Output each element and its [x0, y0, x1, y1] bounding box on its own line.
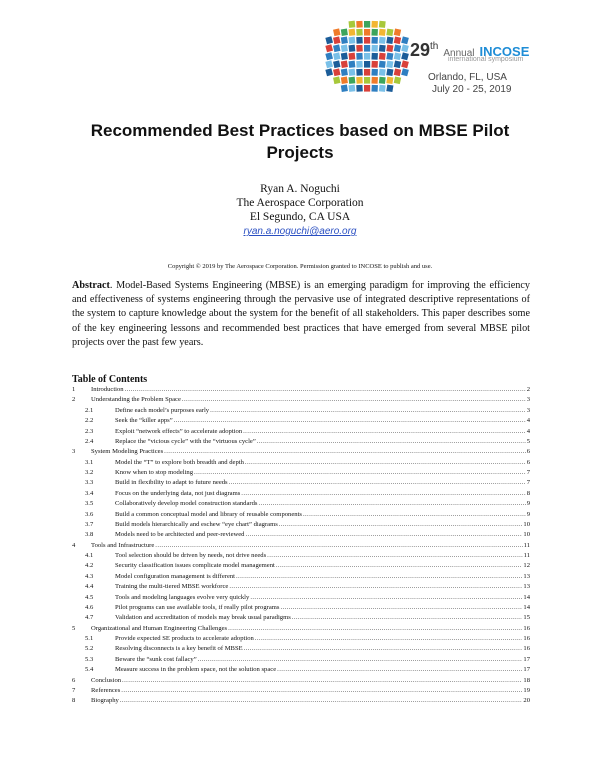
toc-entry-label: Biography — [91, 696, 120, 706]
toc-entry-page: 11 — [523, 552, 530, 559]
logo-tile — [379, 69, 386, 76]
abstract-label: Abstract — [72, 280, 110, 291]
toc-entry[interactable] — [72, 686, 530, 696]
toc-entry[interactable] — [72, 447, 530, 457]
logo-tile — [386, 77, 393, 84]
toc-entry-label: Build models hierarchically and eschew “eye chart” diagrams — [115, 520, 279, 530]
toc-entry[interactable] — [72, 696, 530, 706]
logo-tile — [364, 85, 370, 92]
toc-entry[interactable] — [72, 427, 530, 437]
logo-tile — [364, 69, 370, 76]
toc-leader-dots — [210, 406, 526, 416]
logo-tile — [325, 68, 333, 76]
logo-tile — [364, 21, 370, 28]
toc-entry-label: Exploit “network effects” to accelerate adoption — [115, 427, 243, 437]
toc-leader-dots — [292, 613, 523, 623]
toc-entry-label: Conclusion — [91, 676, 122, 686]
logo-tile — [356, 53, 363, 60]
logo-tile — [333, 28, 340, 36]
toc-entry[interactable] — [72, 478, 530, 488]
logo-tile — [386, 29, 393, 36]
toc-entry-number: 7 — [72, 686, 76, 694]
toc-entry[interactable] — [72, 416, 530, 426]
toc-leader-dots — [174, 416, 526, 426]
logo-tile — [364, 53, 370, 60]
logo-tile — [356, 21, 363, 28]
toc-leader-dots — [280, 603, 522, 613]
toc-leader-dots — [164, 447, 526, 457]
toc-entry-number: 5.4 — [85, 666, 94, 674]
logo-tile — [371, 45, 378, 52]
toc-entry[interactable] — [72, 676, 530, 686]
logo-tile — [325, 52, 333, 60]
logo-tile — [386, 61, 393, 68]
logo-tile — [325, 44, 333, 52]
toc-leader-dots — [121, 686, 522, 696]
logo-tile — [341, 45, 348, 52]
logo-tile — [349, 21, 356, 28]
toc-entry-number: 4.7 — [85, 614, 94, 622]
toc-entry-page: 4 — [526, 417, 530, 425]
toc-entry-number: 3.3 — [85, 479, 94, 487]
toc-entry-number: 3.1 — [85, 458, 94, 466]
toc-leader-dots — [120, 696, 523, 706]
toc-entry-label: Models need to be architected and peer-reviewed — [115, 530, 245, 540]
conference-ordinal: th — [430, 41, 439, 52]
logo-tile — [371, 77, 378, 84]
logo-tile — [356, 69, 363, 76]
logo-tile — [371, 29, 378, 36]
toc-entry-page: 4 — [526, 427, 530, 435]
logo-tile — [371, 69, 378, 76]
toc-entry-number: 3.7 — [85, 520, 94, 528]
toc-leader-dots — [194, 468, 526, 478]
conference-dates: July 20 - 25, 2019 — [432, 84, 512, 95]
toc-entry-label: Validation and accreditation of models may break usual paradigms — [115, 613, 292, 623]
toc-leader-dots — [236, 572, 522, 582]
author-name: Ryan A. Noguchi — [260, 183, 340, 195]
toc-entry-number: 5 — [72, 624, 76, 632]
toc-entry-label: Understanding the Problem Space — [91, 395, 182, 405]
logo-tile — [364, 45, 370, 52]
logo-tile — [394, 52, 401, 60]
toc-entry-label: Tools and modeling languages evolve very quickly — [115, 593, 250, 603]
toc-entry-label: Model the “T” to explore both breadth and depth — [115, 458, 245, 468]
toc-entry-label: Focus on the underlying data, not just diagrams — [115, 489, 241, 499]
logo-tile — [386, 37, 393, 44]
toc-entry-page: 11 — [523, 541, 530, 549]
toc-leader-dots — [229, 478, 526, 488]
toc-entry-number: 5.2 — [85, 645, 94, 653]
toc-entry[interactable] — [72, 520, 530, 530]
toc-entry-label: Build in flexibility to adapt to future needs — [115, 478, 229, 488]
toc-entry[interactable] — [72, 395, 530, 405]
logo-tile — [349, 69, 356, 76]
toc-entry-number: 2.3 — [85, 427, 94, 435]
toc-leader-dots — [255, 634, 523, 644]
logo-tile — [364, 61, 370, 68]
logo-tile — [401, 44, 409, 52]
logo-tile — [333, 44, 340, 52]
toc-entry[interactable] — [72, 634, 530, 644]
logo-tile — [349, 53, 356, 60]
toc-entry[interactable] — [72, 551, 530, 561]
toc-entry-page: 19 — [523, 686, 530, 694]
toc-entry-label: Resolving disconnects is a key benefit of MBSE — [115, 644, 244, 654]
toc-leader-dots — [241, 489, 525, 499]
logo-tile — [379, 77, 386, 84]
toc-entry-page: 13 — [523, 572, 530, 580]
toc-leader-dots — [182, 395, 526, 405]
toc-entry-page: 3 — [526, 396, 530, 404]
logo-tile — [341, 29, 348, 36]
toc-entry[interactable] — [72, 613, 530, 623]
toc-entry-label: Pilot programs can use available tools, if really pilot programs — [115, 603, 280, 613]
logo-tile — [394, 44, 401, 52]
toc-entry-label: Collaboratively develop model construction standards — [115, 499, 258, 509]
toc-entry-label: Know when to stop modeling — [115, 468, 194, 478]
logo-tile — [394, 36, 401, 44]
toc-entry[interactable] — [72, 406, 530, 416]
logo-tile — [325, 36, 333, 44]
toc-leader-dots — [276, 561, 523, 571]
toc-entry-number: 4 — [72, 541, 76, 549]
toc-entry-page: 10 — [523, 531, 530, 539]
toc-entry-page: 8 — [526, 489, 530, 497]
logo-tile — [325, 60, 333, 68]
logo-tile — [364, 37, 370, 44]
logo-tile — [379, 21, 386, 28]
toc-entry-number: 2.1 — [85, 406, 94, 414]
toc-entry-number: 3.4 — [85, 489, 94, 497]
logo-tile — [371, 61, 378, 68]
toc-entry-label: Organizational and Human Engineering Challenges — [91, 624, 228, 634]
logo-tile — [386, 53, 393, 60]
toc-entry[interactable] — [72, 655, 530, 665]
toc-leader-dots — [303, 510, 526, 520]
toc-leader-dots — [125, 385, 526, 395]
conference-location: Orlando, FL, USA — [428, 72, 507, 83]
paper-title: Recommended Best Practices based on MBSE Pilot Projects — [90, 121, 510, 162]
toc-entry-page: 13 — [523, 583, 530, 591]
toc-entry-number: 3.5 — [85, 500, 94, 508]
toc-entry[interactable] — [72, 385, 530, 395]
toc-entry-label: Provide expected SE products to accelerate adoption — [115, 634, 255, 644]
toc-entry-page: 17 — [523, 666, 530, 674]
toc-entry-page: 16 — [523, 645, 530, 653]
toc-leader-dots — [155, 541, 522, 551]
toc-entry-page: 5 — [526, 437, 530, 445]
logo-tile — [386, 69, 393, 76]
toc-entry-number: 4.2 — [85, 562, 94, 570]
logo-tile — [333, 68, 340, 76]
toc-entry-number: 6 — [72, 676, 76, 684]
toc-entry-page: 17 — [523, 655, 530, 663]
logo-tile — [341, 85, 348, 92]
toc-entry-label: System Modeling Practices — [91, 447, 164, 457]
toc-entry[interactable] — [72, 624, 530, 634]
logo-tile — [333, 76, 340, 84]
toc-entry[interactable] — [72, 572, 530, 582]
toc-entry-label: Tool selection should be driven by needs, not drive needs — [115, 551, 267, 561]
abstract-text: . Model-Based Systems Engineering (MBSE) is an emerging paradigm for improving the efficiency and effectiveness of systems engineering through the pervasive use of integrated descriptive representations of the system to capture knowledge about the system for the benefit of all stakeholders. This paper describes some of the key engineering lessons and recommended best practices that have emerged from several MBSE pilot projects over the past few years. — [72, 280, 530, 348]
logo-tile — [371, 85, 378, 92]
incose-logo — [322, 18, 412, 96]
toc-entry[interactable] — [72, 603, 530, 613]
conference-banner — [410, 40, 590, 95]
toc-entry[interactable] — [72, 489, 530, 499]
toc-entry[interactable] — [72, 437, 530, 447]
toc-entry-page: 9 — [526, 510, 530, 518]
toc-entry-page: 12 — [523, 562, 530, 570]
logo-tile — [364, 29, 370, 36]
toc-entry-number: 2.4 — [85, 437, 94, 445]
toc-leader-dots — [257, 437, 526, 447]
logo-tile — [394, 76, 401, 84]
logo-tile — [379, 85, 386, 92]
logo-tile — [394, 60, 401, 68]
toc-entry-label: Beware the “sunk cost fallacy” — [115, 655, 198, 665]
toc-entry[interactable] — [72, 561, 530, 571]
conference-subtitle: international symposium — [448, 56, 524, 63]
toc-leader-dots — [228, 624, 522, 634]
toc-entry[interactable] — [72, 468, 530, 478]
toc-entry-page: 15 — [523, 614, 530, 622]
toc-entry-page: 16 — [523, 624, 530, 632]
logo-tile — [356, 37, 363, 44]
logo-tile — [349, 85, 356, 92]
logo-tile — [371, 21, 378, 28]
table-of-contents — [72, 385, 530, 707]
toc-leader-dots — [245, 458, 526, 468]
toc-entry[interactable] — [72, 582, 530, 592]
toc-leader-dots — [279, 520, 523, 530]
toc-entry[interactable] — [72, 510, 530, 520]
toc-entry-number: 3.8 — [85, 531, 94, 539]
logo-tile — [394, 28, 401, 36]
logo-tile — [379, 53, 386, 60]
logo-tile — [401, 52, 409, 60]
logo-tile — [364, 77, 370, 84]
toc-leader-dots — [198, 655, 523, 665]
copyright-notice: Copyright © 2019 by The Aerospace Corporation. Permission granted to INCOSE to publish and use. — [167, 263, 433, 270]
logo-tile — [379, 29, 386, 36]
logo-tile — [356, 85, 363, 92]
toc-entry-page: 10 — [523, 520, 530, 528]
conference-org: INCOSE — [479, 44, 530, 59]
toc-entry-label: Seek the “killer apps” — [115, 416, 174, 426]
toc-entry-label: Tools and Infrastructure — [91, 541, 155, 551]
toc-entry-page: 9 — [526, 500, 530, 508]
toc-entry-number: 4.3 — [85, 572, 94, 580]
toc-entry-number: 4.4 — [85, 583, 94, 591]
toc-entry-number: 4.5 — [85, 593, 94, 601]
logo-tile — [401, 60, 409, 68]
toc-entry-number: 1 — [72, 386, 76, 393]
logo-tile — [356, 29, 363, 36]
toc-entry-page: 14 — [523, 603, 530, 611]
toc-entry-page: 7 — [526, 469, 530, 476]
logo-tile — [349, 37, 356, 44]
author-block — [0, 182, 600, 239]
toc-leader-dots — [277, 665, 522, 675]
toc-entry[interactable] — [72, 644, 530, 654]
logo-tile — [371, 53, 378, 60]
toc-leader-dots — [244, 644, 523, 654]
toc-entry-number: 5.1 — [85, 635, 94, 642]
logo-tile — [333, 60, 340, 68]
toc-entry-number: 2 — [72, 396, 76, 404]
toc-entry-page: 20 — [523, 697, 530, 705]
toc-entry-label: Define each model’s purposes early — [115, 406, 210, 416]
toc-entry[interactable] — [72, 593, 530, 603]
toc-entry[interactable] — [72, 458, 530, 468]
logo-tile — [349, 61, 356, 68]
logo-tile — [341, 37, 348, 44]
toc-entry-number: 3.6 — [85, 510, 94, 518]
toc-entry-number: 5.3 — [85, 655, 94, 663]
logo-tile — [341, 53, 348, 60]
toc-entry-number: 3.2 — [85, 469, 94, 476]
toc-entry-number: 4.6 — [85, 603, 94, 611]
toc-entry[interactable] — [72, 499, 530, 509]
logo-tile — [356, 77, 363, 84]
toc-leader-dots — [258, 499, 525, 509]
logo-tile — [349, 77, 356, 84]
toc-leader-dots — [267, 551, 522, 561]
author-affiliation: The Aerospace Corporation — [236, 197, 364, 209]
toc-heading: Table of Contents — [72, 374, 148, 385]
conference-number: 29 — [410, 40, 431, 60]
toc-entry-page: 7 — [526, 479, 530, 487]
toc-leader-dots — [229, 582, 522, 592]
toc-entry-label: Model configuration management is different — [115, 572, 236, 582]
logo-tile — [333, 36, 340, 44]
toc-leader-dots — [245, 530, 522, 540]
logo-tile — [379, 61, 386, 68]
logo-tile — [386, 85, 393, 92]
toc-entry-page: 6 — [526, 448, 530, 456]
logo-tile — [356, 61, 363, 68]
toc-entry-page: 18 — [523, 676, 530, 684]
toc-entry-number: 3 — [72, 448, 76, 456]
toc-entry[interactable] — [72, 530, 530, 540]
toc-entry[interactable] — [72, 541, 530, 551]
toc-entry-page: 2 — [526, 386, 530, 393]
toc-entry-label: Build a common conceptual model and library of reusable components — [115, 510, 303, 520]
toc-entry-number: 4.1 — [85, 552, 94, 559]
author-city: El Segundo, CA USA — [249, 211, 351, 223]
conference-annual: Annual — [443, 48, 475, 59]
logo-tile — [341, 69, 348, 76]
toc-leader-dots — [122, 676, 522, 686]
logo-tile — [349, 45, 356, 52]
toc-entry-number: 2.2 — [85, 417, 94, 425]
logo-tile — [401, 68, 409, 76]
logo-tile — [333, 52, 340, 60]
toc-entry-page: 6 — [526, 458, 530, 466]
abstract — [72, 279, 530, 350]
toc-entry-label: Measure success in the problem space, not the solution space — [115, 665, 277, 675]
toc-entry-page: 3 — [526, 406, 530, 414]
toc-entry[interactable] — [72, 665, 530, 675]
toc-entry-page: 16 — [523, 635, 530, 642]
toc-entry-label: References — [91, 686, 121, 696]
logo-tile — [401, 36, 409, 44]
logo-tile — [386, 45, 393, 52]
toc-entry-number: 8 — [72, 697, 76, 705]
toc-entry-label: Replace the “vicious cycle” with the “virtuous cycle” — [115, 437, 257, 447]
toc-entry-page: 14 — [523, 593, 530, 601]
toc-entry-label: Training the multi-tiered MBSE workforce — [115, 582, 229, 592]
logo-tile — [394, 68, 401, 76]
logo-tile — [349, 29, 356, 36]
logo-tile — [341, 61, 348, 68]
logo-tile — [379, 37, 386, 44]
toc-entry-label: Security classification issues complicate model management — [115, 561, 276, 571]
toc-entry-label: Introduction — [91, 385, 125, 395]
logo-tile — [371, 37, 378, 44]
toc-leader-dots — [250, 593, 522, 603]
logo-tile — [356, 45, 363, 52]
logo-tile — [379, 45, 386, 52]
logo-tile — [341, 77, 348, 84]
author-email-link[interactable]: ryan.a.noguchi@aero.org — [243, 226, 357, 237]
toc-leader-dots — [243, 427, 526, 437]
